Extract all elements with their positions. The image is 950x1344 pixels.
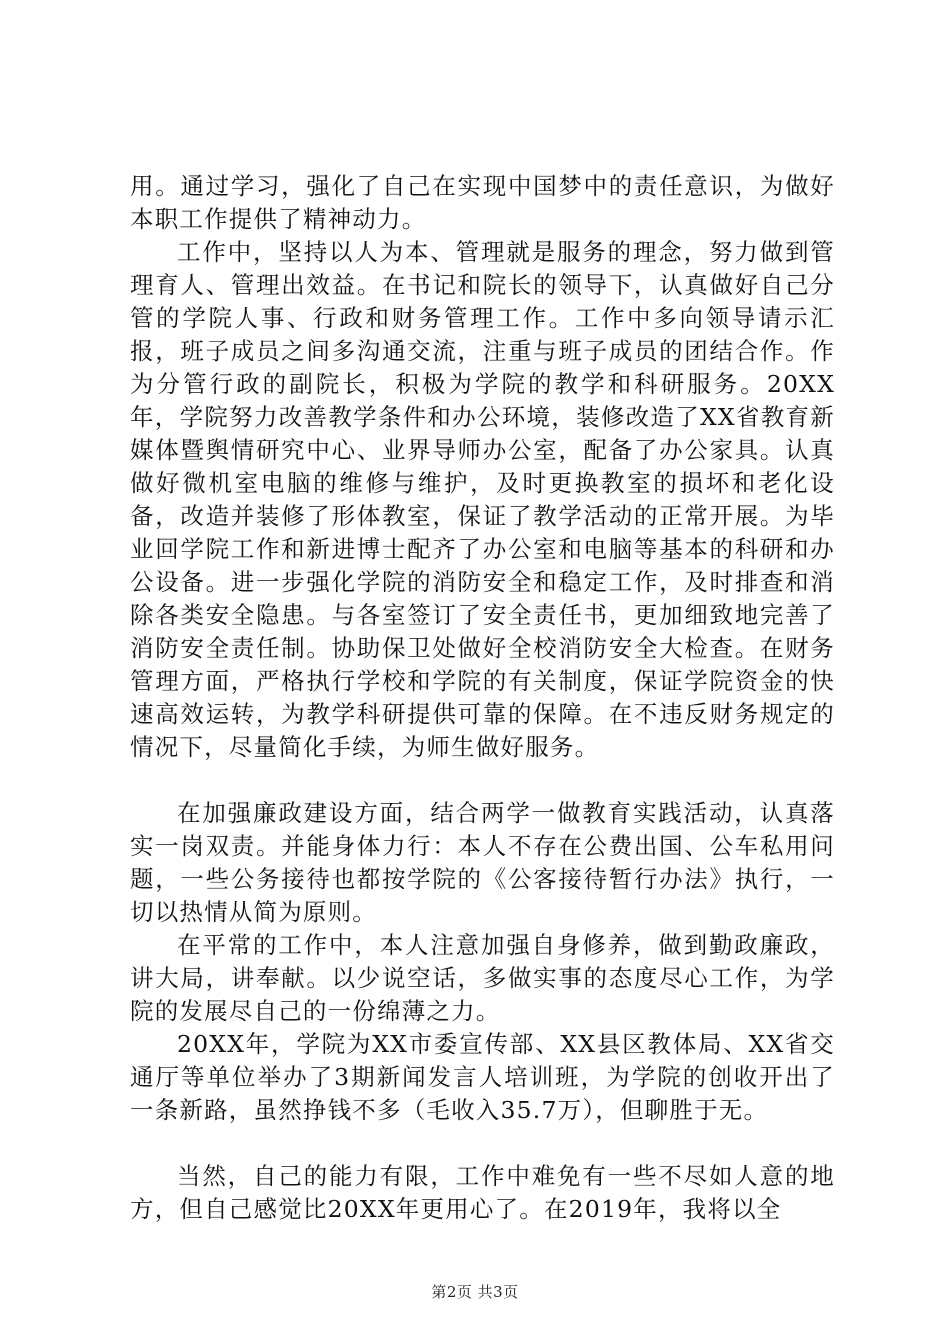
paragraph-training-classes: 20XX年，学院为XX市委宣传部、XX县区教体局、XX省交通厅等单位举办了3期新闻发言人培训班，为学院的创收开出了一条新路，虽然挣钱不多（毛收入35.7万），但聊胜于无。 (130, 1030, 835, 1124)
paragraph-integrity: 在加强廉政建设方面，结合两学一做教育实践活动，认真落实一岗双责。并能身体力行：本人不存在公费出国、公车私用问题，一些公务接待也都按学院的《公客接待暂行办法》执行，一切以热情从简为原则。 (130, 799, 835, 926)
paragraph-self-cultivation: 在平常的工作中，本人注意加强自身修养，做到勤政廉政，讲大局，讲奉献。以少说空话，多做实事的态度尽心工作，为学院的发展尽自己的一份绵薄之力。 (130, 931, 835, 1025)
paragraph-work-management: 工作中，坚持以人为本、管理就是服务的理念，努力做到管理育人、管理出效益。在书记和院长的领导下，认真做好自己分管的学院人事、行政和财务管理工作。工作中多向领导请示汇报，班子成员之间多沟通交流，注重与班子成员的团结合作。作为分管行政的副院长，积极为学院的教学和科研服务。20XX年，学院努力改善教学条件和办公环境，装修改造了XX省教育新媒体暨舆情研究中心、业界导师办公室，配备了办公家具。认真做好微机室电脑的维修与维护，及时更换教室的损坏和老化设备，改造并装修了形体教室，保证了教学活动的正常开展。为毕业回学院工作和新进博士配齐了办公室和电脑等基本的科研和办公设备。进一步强化学院的消防安全和稳定工作，及时排查和消除各类安全隐患。与各室签订了安全责任书，更加细致地完善了消防安全责任制。协助保卫处做好全校消防安全大检查。在财务管理方面，严格执行学校和学院的有关制度，保证学院资金的快速高效运转，为教学科研提供可靠的保障。在不违反财务规定的情况下，尽量简化手续，为师生做好服务。 (130, 238, 835, 761)
paragraph-continuation: 用。通过学习，强化了自己在实现中国梦中的责任意识，为做好本职工作提供了精神动力。 (130, 172, 835, 233)
page-number-footer: 第2页 共3页 (431, 1283, 519, 1301)
document-body (130, 170, 835, 1226)
paragraph-outlook: 当然，自己的能力有限，工作中难免有一些不尽如人意的地方，但自己感觉比20XX年更用心了。在2019年，我将以全 (130, 1162, 835, 1223)
